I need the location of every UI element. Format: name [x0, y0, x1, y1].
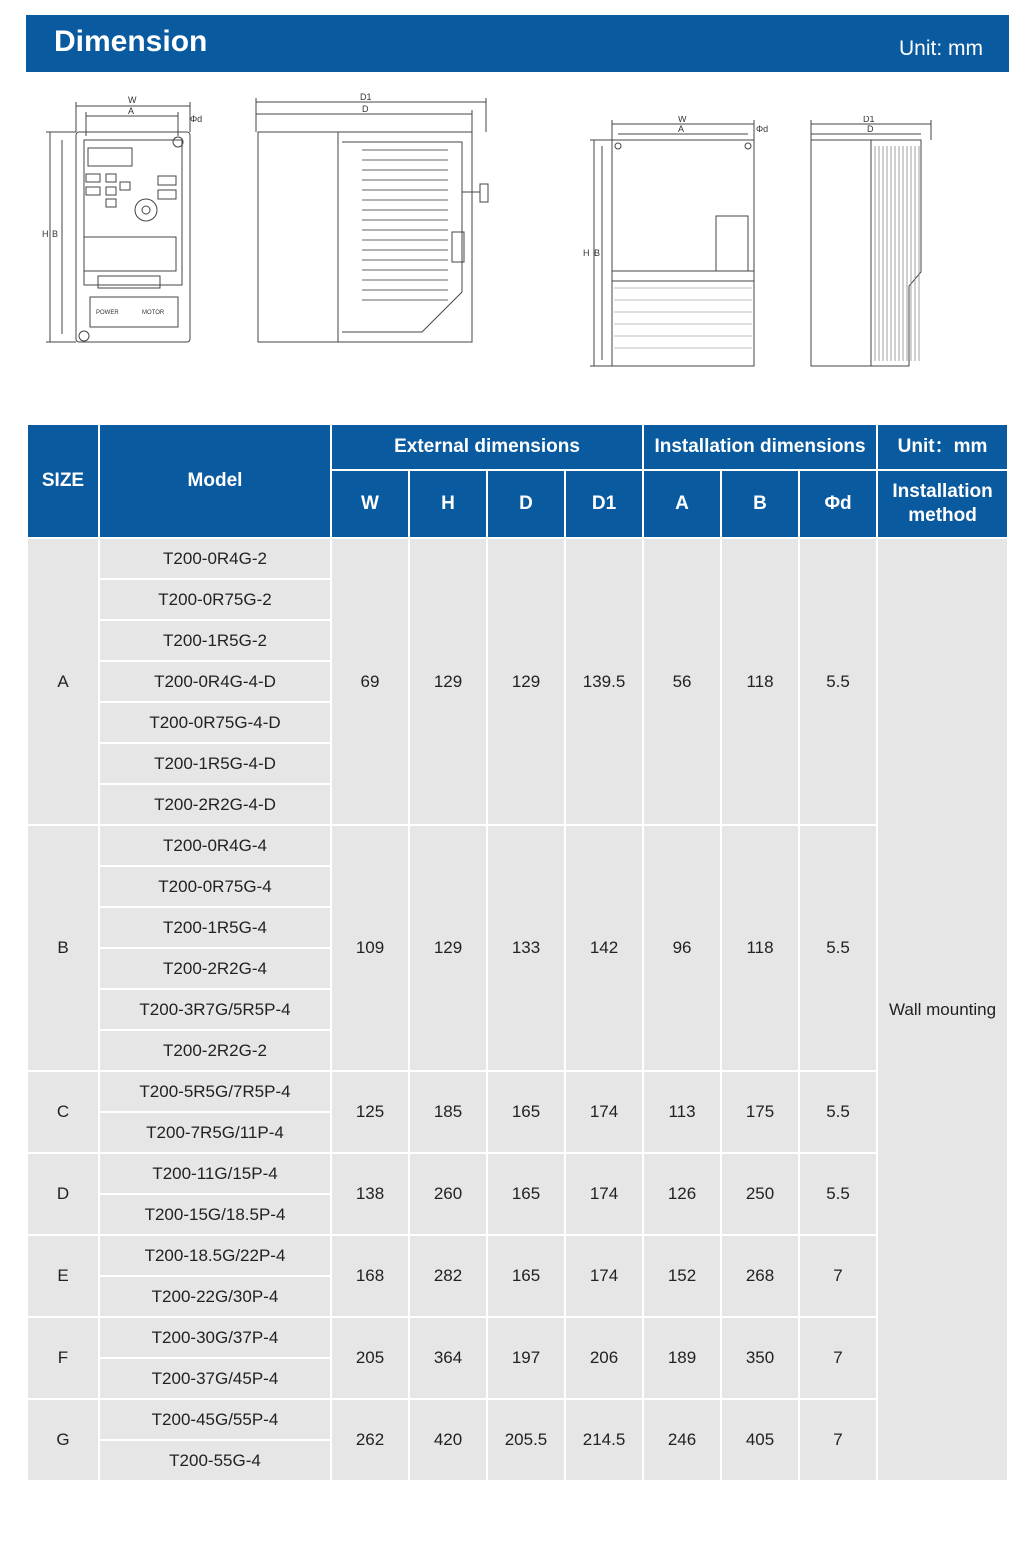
model-cell: T200-2R2G-2 [99, 1030, 331, 1071]
value-cell-d: 165 [487, 1071, 565, 1153]
value-cell-phi-d: 5.5 [799, 1071, 877, 1153]
value-cell-h: 260 [409, 1153, 487, 1235]
value-cell-w: 69 [331, 538, 409, 825]
size-cell: D [27, 1153, 99, 1235]
col-header-d: D [487, 470, 565, 538]
dimension-table [26, 423, 1009, 1482]
size-cell: A [27, 538, 99, 825]
model-cell: T200-5R5G/7R5P-4 [99, 1071, 331, 1112]
col-header-w: W [331, 470, 409, 538]
value-cell-b: 350 [721, 1317, 799, 1399]
model-cell: T200-0R4G-4-D [99, 661, 331, 702]
value-cell-phi-d: 5.5 [799, 538, 877, 825]
col-header-a: A [643, 470, 721, 538]
model-cell: T200-15G/18.5P-4 [99, 1194, 331, 1235]
value-cell-b: 250 [721, 1153, 799, 1235]
table-body [27, 538, 1008, 1481]
value-cell-h: 282 [409, 1235, 487, 1317]
value-cell-d: 197 [487, 1317, 565, 1399]
value-cell-h: 129 [409, 538, 487, 825]
large-unit-side-view [805, 116, 945, 371]
size-cell: F [27, 1317, 99, 1399]
value-cell-a: 56 [643, 538, 721, 825]
model-cell: T200-7R5G/11P-4 [99, 1112, 331, 1153]
unit-label: Unit: mm [899, 37, 983, 60]
model-cell: T200-1R5G-4 [99, 907, 331, 948]
model-cell: T200-0R75G-4 [99, 866, 331, 907]
model-cell: T200-1R5G-4-D [99, 743, 331, 784]
label-b: B [52, 229, 59, 239]
value-cell-w: 168 [331, 1235, 409, 1317]
size-cell: C [27, 1071, 99, 1153]
size-cell: E [27, 1235, 99, 1317]
col-header-h: H [409, 470, 487, 538]
value-cell-w: 262 [331, 1399, 409, 1481]
value-cell-w: 138 [331, 1153, 409, 1235]
model-cell: T200-0R75G-4-D [99, 702, 331, 743]
model-cell: T200-45G/55P-4 [99, 1399, 331, 1440]
model-cell: T200-2R2G-4 [99, 948, 331, 989]
value-cell-h: 185 [409, 1071, 487, 1153]
value-cell-d: 165 [487, 1235, 565, 1317]
col-header-phi-d: Φd [799, 470, 877, 538]
value-cell-d1: 206 [565, 1317, 643, 1399]
value-cell-phi-d: 5.5 [799, 825, 877, 1071]
label-w-large: W [678, 116, 687, 124]
model-cell: T200-11G/15P-4 [99, 1153, 331, 1194]
value-cell-phi-d: 5.5 [799, 1153, 877, 1235]
model-cell: T200-0R75G-2 [99, 579, 331, 620]
value-cell-h: 129 [409, 825, 487, 1071]
value-cell-d: 129 [487, 538, 565, 825]
model-cell: T200-30G/37P-4 [99, 1317, 331, 1358]
value-cell-b: 268 [721, 1235, 799, 1317]
value-cell-w: 125 [331, 1071, 409, 1153]
label-a-large: A [678, 124, 685, 134]
size-cell: B [27, 825, 99, 1071]
value-cell-d: 133 [487, 825, 565, 1071]
header-size: SIZE [27, 424, 99, 538]
value-cell-d1: 174 [565, 1153, 643, 1235]
label-motor: MOTOR [142, 310, 165, 316]
large-unit-front-view [582, 116, 772, 371]
label-b-large: B [594, 248, 601, 258]
value-cell-phi-d: 7 [799, 1399, 877, 1481]
value-cell-b: 175 [721, 1071, 799, 1153]
model-cell: T200-55G-4 [99, 1440, 331, 1481]
page-header [26, 15, 1009, 72]
value-cell-b: 405 [721, 1399, 799, 1481]
label-a: A [128, 106, 135, 116]
label-d-large: D [867, 124, 874, 134]
label-d1: D1 [360, 92, 372, 102]
col-header-d1: D1 [565, 470, 643, 538]
model-cell: T200-3R7G/5R5P-4 [99, 989, 331, 1030]
label-h: H [42, 229, 49, 239]
installation-method-cell: Wall mounting [877, 538, 1008, 1481]
col-header-method: Installation method [877, 470, 1008, 538]
header-unit: Unit：mm [877, 424, 1008, 470]
model-cell: T200-2R2G-4-D [99, 784, 331, 825]
label-phi-d: Φd [190, 114, 203, 124]
value-cell-phi-d: 7 [799, 1235, 877, 1317]
value-cell-d1: 174 [565, 1235, 643, 1317]
table-row [27, 1399, 1008, 1440]
table-row [27, 538, 1008, 579]
value-cell-b: 118 [721, 538, 799, 825]
model-cell: T200-37G/45P-4 [99, 1358, 331, 1399]
model-cell: T200-22G/30P-4 [99, 1276, 331, 1317]
dimension-drawings [0, 80, 1030, 380]
value-cell-a: 152 [643, 1235, 721, 1317]
value-cell-a: 96 [643, 825, 721, 1071]
small-unit-front-view [40, 92, 220, 354]
value-cell-phi-d: 7 [799, 1317, 877, 1399]
value-cell-a: 246 [643, 1399, 721, 1481]
value-cell-d: 165 [487, 1153, 565, 1235]
label-power: POWER [96, 310, 119, 316]
value-cell-h: 364 [409, 1317, 487, 1399]
value-cell-d1: 139.5 [565, 538, 643, 825]
label-w: W [128, 95, 137, 105]
value-cell-h: 420 [409, 1399, 487, 1481]
value-cell-d1: 174 [565, 1071, 643, 1153]
size-cell: G [27, 1399, 99, 1481]
small-unit-side-view [252, 92, 492, 354]
value-cell-a: 189 [643, 1317, 721, 1399]
table-row [27, 1317, 1008, 1358]
value-cell-d: 205.5 [487, 1399, 565, 1481]
value-cell-a: 113 [643, 1071, 721, 1153]
model-cell: T200-0R4G-2 [99, 538, 331, 579]
table-row [27, 1235, 1008, 1276]
value-cell-b: 118 [721, 825, 799, 1071]
label-d: D [362, 104, 369, 114]
model-cell: T200-0R4G-4 [99, 825, 331, 866]
table-row [27, 1153, 1008, 1194]
label-h-large: H [583, 248, 590, 258]
header-installation: Installation dimensions [643, 424, 877, 470]
label-phi-d-large: Φd [756, 124, 769, 134]
value-cell-d1: 214.5 [565, 1399, 643, 1481]
table-row [27, 1071, 1008, 1112]
value-cell-w: 205 [331, 1317, 409, 1399]
value-cell-d1: 142 [565, 825, 643, 1071]
label-d1-large: D1 [863, 116, 875, 124]
header-external: External dimensions [331, 424, 643, 470]
model-cell: T200-1R5G-2 [99, 620, 331, 661]
header-model: Model [99, 424, 331, 538]
value-cell-w: 109 [331, 825, 409, 1071]
table-row [27, 825, 1008, 866]
value-cell-a: 126 [643, 1153, 721, 1235]
model-cell: T200-18.5G/22P-4 [99, 1235, 331, 1276]
page-title: Dimension [54, 25, 208, 58]
col-header-b: B [721, 470, 799, 538]
